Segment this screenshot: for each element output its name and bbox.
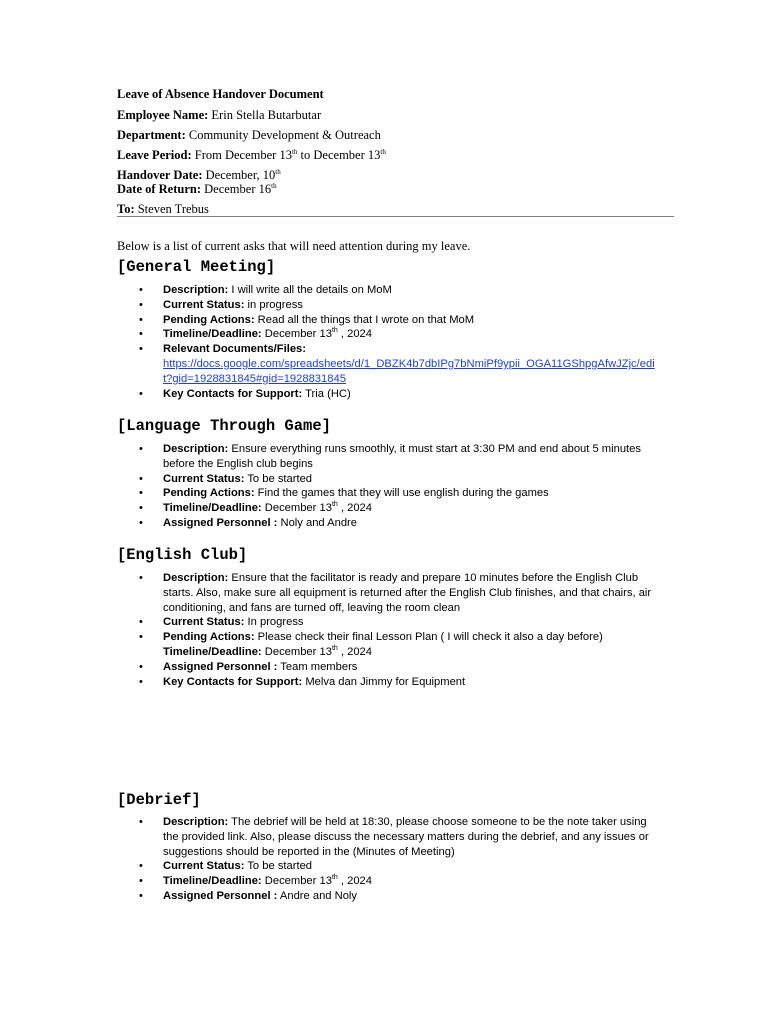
handover-date-label: Handover Date:	[117, 168, 203, 182]
bullet-icon: •	[139, 875, 143, 888]
list-item: • Timeline/Deadline: December 13th , 2024	[139, 327, 372, 341]
bullet-icon: •	[139, 443, 143, 455]
list-item: • Current Status: To be started	[139, 860, 313, 873]
list-item: • Current Status: In progress	[139, 616, 304, 629]
section-title-english-club: [English Club]	[117, 546, 248, 564]
leave-period-label: Leave Period:	[117, 148, 192, 162]
bullet-icon: •	[139, 298, 143, 311]
english-club-list	[117, 571, 657, 689]
bullet-icon: •	[139, 816, 143, 828]
employee-name-value: Erin Stella Butarbutar	[208, 108, 322, 122]
list-item: • Current Status: in progress	[139, 298, 303, 311]
bullet-icon: •	[139, 675, 143, 688]
bullet-icon: •	[139, 472, 143, 485]
header-divider	[117, 216, 674, 217]
list-item: • Pending Actions: Read all the things that I wrote on that MoM	[139, 313, 475, 326]
bullet-icon: •	[139, 860, 143, 873]
section-title-general-meeting: [General Meeting]	[117, 258, 276, 276]
bullet-icon: •	[139, 572, 143, 584]
bullet-icon: •	[139, 313, 143, 326]
list-item: • Assigned Personnel : Andre and Noly	[139, 889, 357, 902]
recipient-line	[117, 202, 209, 217]
department-label: Department:	[117, 128, 186, 142]
language-through-game-list	[117, 442, 657, 531]
debrief-list	[117, 815, 657, 904]
bullet-icon: •	[139, 616, 143, 629]
bullet-icon: •	[139, 502, 143, 515]
list-item: • Timeline/Deadline: December 13th , 2024	[139, 874, 372, 888]
return-date-label: Date of Return:	[117, 182, 202, 196]
employee-name-line	[117, 108, 321, 123]
list-item: • Pending Actions: Please check their final Lesson Plan ( I will check it also a day before) Timeline/Deadline: December 13th , 2024	[139, 631, 603, 658]
section-title-debrief: [Debrief]	[117, 791, 201, 809]
recipient-value: Steven Trebus	[134, 202, 209, 216]
bullet-icon: •	[139, 487, 143, 500]
bullet-icon: •	[139, 660, 143, 673]
list-item: • Current Status: To be started	[139, 472, 313, 485]
list-item: • Key Contacts for Support: Tria (HC)	[139, 387, 351, 400]
list-item: • Description: Ensure everything runs smoothly, it must start at 3:30 PM and end about 5 minutes before the English club begins	[139, 443, 641, 470]
list-item: • Description: I will write all the details on MoM	[139, 284, 392, 296]
bullet-icon: •	[139, 328, 143, 341]
leave-period-line: Leave Period: From December 13th to December 13th	[117, 148, 386, 162]
document-title: Leave of Absence Handover Document	[117, 87, 324, 101]
bullet-icon: •	[139, 516, 143, 529]
bullet-icon: •	[139, 387, 143, 400]
list-item: • Assigned Personnel : Team members	[139, 660, 358, 673]
list-item: • Pending Actions: Find the games that they will use english during the games	[139, 487, 549, 500]
employee-name-label: Employee Name:	[117, 108, 209, 122]
list-item: • Description: Ensure that the facilitator is ready and prepare 10 minutes before the English Club starts. Also, make sure all equipment is returned after the English Club finishes, and that chairs, air conditioning, and fans are turned off, leaving the room clean	[139, 572, 652, 614]
bullet-icon: •	[139, 343, 143, 356]
recipient-label: To:	[117, 202, 135, 216]
general-meeting-list	[117, 283, 657, 401]
list-item: • Relevant Documents/Files: https://docs.google.com/spreadsheets/d/1_DBZK4b7dbIPg7bNmiPf9ypii_OGA11GShpgAfwJZjc/edit?gid=1928831845#gid=1928831845	[139, 343, 655, 385]
list-item: • Timeline/Deadline: December 13th , 2024	[139, 501, 372, 515]
handover-date-line: Handover Date: December, 10th	[117, 168, 281, 182]
list-item: • Description: The debrief will be held at 18:30, please choose someone to be the note taker using the provided link. Also, please discuss the necessary matters during the debrief, and any issues or suggestions should be reported in the (Minutes of Meeting)	[139, 816, 649, 858]
bullet-icon: •	[139, 889, 143, 902]
intro-text: Below is a list of current asks that will need attention during my leave.	[117, 239, 471, 253]
list-item: • Assigned Personnel : Noly and Andre	[139, 516, 357, 529]
bullet-icon: •	[139, 631, 143, 644]
list-item: • Key Contacts for Support: Melva dan Jimmy for Equipment	[139, 675, 466, 688]
department-value: Community Development & Outreach	[185, 128, 381, 142]
relevant-documents-link[interactable]: https://docs.google.com/spreadsheets/d/1_DBZK4b7dbIPg7bNmiPf9ypii_OGA11GShpgAfwJZjc/edit?gid=1928831845#gid=1928831845	[163, 357, 655, 385]
return-date-line: Date of Return: December 16th	[117, 182, 277, 196]
section-title-language-through-game: [Language Through Game]	[117, 417, 331, 435]
bullet-icon: •	[139, 284, 143, 296]
department-line	[117, 128, 381, 143]
